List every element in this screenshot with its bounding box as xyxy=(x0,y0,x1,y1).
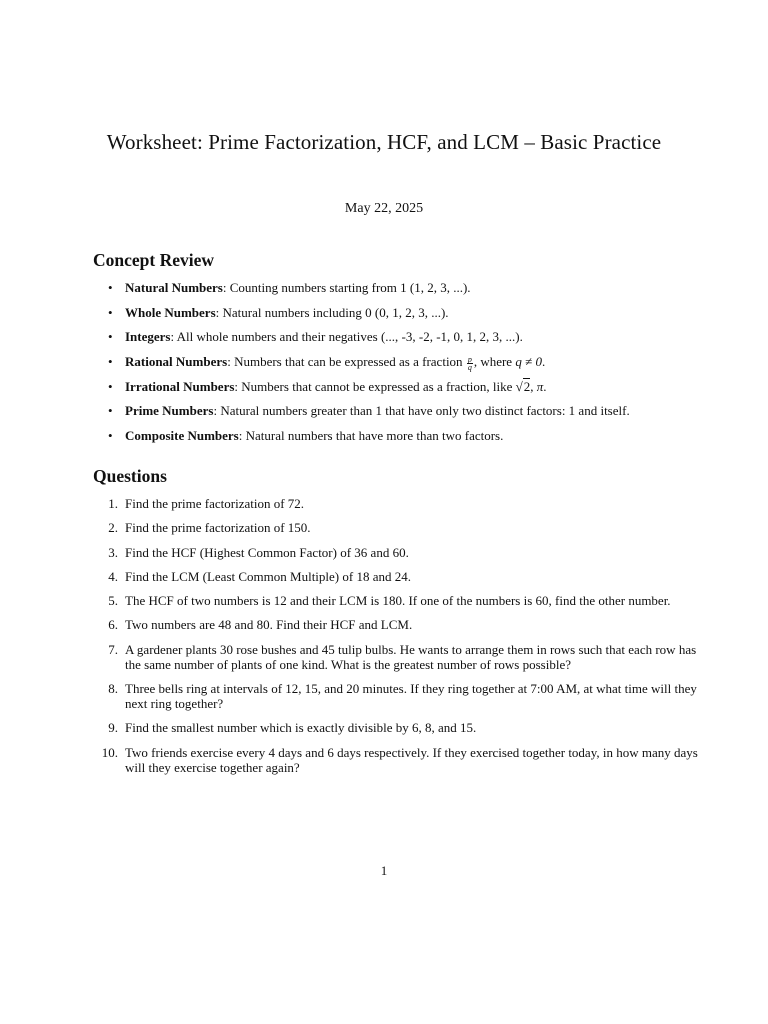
fraction-denominator: q xyxy=(467,362,472,372)
bullet-marker: • xyxy=(108,280,113,295)
question-text: Find the smallest number which is exactly divisible by 6, 8, and 15. xyxy=(125,720,477,736)
concept-definition: : Counting numbers starting from 1 (1, 2, 3, ...). xyxy=(222,280,471,295)
concept-definition-cont: , where xyxy=(473,354,516,370)
question-number: 7. xyxy=(108,641,118,657)
concept-item-composite xyxy=(108,428,708,453)
bullet-marker: • xyxy=(108,329,113,345)
document-date: May 22, 2025 xyxy=(344,201,424,216)
concept-term: Whole Numbers xyxy=(125,304,216,320)
concept-term: Natural Numbers xyxy=(125,280,223,295)
concept-definition: : All whole numbers and their negatives (..., -3, -2, -1, 0, 1, 2, 3, ...). xyxy=(170,329,523,345)
math-pi: π xyxy=(536,378,544,394)
page-number: 1 xyxy=(380,863,388,878)
question-text: Three bells ring at intervals of 12, 15, and 20 minutes. If they ring together at 7:00 AM, at what time will they next ring together? xyxy=(125,681,697,712)
concept-item-rational xyxy=(108,354,708,379)
question-number: 8. xyxy=(108,681,118,697)
question-item xyxy=(93,681,698,711)
concept-definition: : Natural numbers that have more than two factors. xyxy=(238,428,504,444)
concept-definition: : Numbers that can be expressed as a fraction xyxy=(227,354,466,370)
concept-review-heading: Concept Review xyxy=(93,250,215,270)
concept-term: Irrational Numbers xyxy=(125,378,235,394)
question-item xyxy=(93,520,698,535)
question-text: Two numbers are 48 and 80. Find their HCF and LCM. xyxy=(125,617,413,633)
concept-definition: : Numbers that cannot be expressed as a fraction, like xyxy=(234,378,516,394)
question-item xyxy=(93,720,698,735)
question-item xyxy=(93,569,698,584)
fraction-p-over-q xyxy=(467,356,473,371)
question-number: 9. xyxy=(108,720,118,736)
bullet-marker: • xyxy=(108,403,113,419)
concept-term: Prime Numbers xyxy=(125,403,214,419)
concept-definition-end: . xyxy=(541,354,546,370)
question-text: Find the HCF (Highest Common Factor) of 36 and 60. xyxy=(125,544,409,560)
question-text: Find the prime factorization of 150. xyxy=(125,520,311,536)
concept-definition-cont: , xyxy=(530,378,537,394)
question-item xyxy=(93,617,698,632)
concept-item-irrational xyxy=(108,379,708,404)
question-list xyxy=(93,496,698,784)
bullet-marker: • xyxy=(108,354,113,370)
concept-term: Integers xyxy=(125,329,171,345)
concept-item-natural xyxy=(108,280,708,305)
question-item xyxy=(93,496,698,511)
question-number: 6. xyxy=(108,617,118,633)
concept-definition: : Natural numbers including 0 (0, 1, 2, 3, ...). xyxy=(215,304,449,320)
question-number: 2. xyxy=(108,520,118,536)
concept-term: Rational Numbers xyxy=(125,354,228,370)
radical-sign: √ xyxy=(515,378,523,394)
concept-definition-end: . xyxy=(543,378,547,394)
concept-item-integers xyxy=(108,329,708,354)
radicand: 2 xyxy=(523,378,531,394)
concept-item-prime xyxy=(108,403,708,428)
bullet-marker: • xyxy=(108,378,113,394)
square-root-2 xyxy=(516,379,531,395)
question-text: Two friends exercise every 4 days and 6 days respectively. If they exercised together today, in how many days will they exercise together again? xyxy=(125,744,698,775)
math-condition: q ≠ 0 xyxy=(515,354,542,370)
question-number: 3. xyxy=(108,544,118,560)
question-text: A gardener plants 30 rose bushes and 45 tulip bulbs. He wants to arrange them in rows such that each row has the same number of plants of one kind. What is the greatest number of rows possible? xyxy=(125,641,697,672)
fraction-numerator: p xyxy=(467,354,472,364)
bullet-marker: • xyxy=(108,304,113,320)
question-number: 1. xyxy=(108,496,118,511)
question-text: Find the LCM (Least Common Multiple) of 18 and 24. xyxy=(125,568,411,584)
question-text: Find the prime factorization of 72. xyxy=(125,496,305,511)
question-number: 5. xyxy=(108,593,118,609)
question-item xyxy=(93,593,698,608)
document-title: Worksheet: Prime Factorization, HCF, and LCM – Basic Practice xyxy=(106,130,662,154)
question-number: 10. xyxy=(101,744,118,760)
concept-list xyxy=(108,280,708,453)
concept-item-whole xyxy=(108,305,708,330)
question-item xyxy=(93,642,698,672)
questions-heading: Questions xyxy=(93,466,167,486)
bullet-marker: • xyxy=(108,428,113,444)
concept-term: Composite Numbers xyxy=(125,428,239,444)
question-item xyxy=(93,745,698,775)
concept-definition: : Natural numbers greater than 1 that have only two distinct factors: 1 and itself. xyxy=(213,403,630,419)
question-item xyxy=(93,545,698,560)
question-text: The HCF of two numbers is 12 and their LCM is 180. If one of the numbers is 60, find the other number. xyxy=(125,593,671,609)
question-number: 4. xyxy=(108,568,118,584)
